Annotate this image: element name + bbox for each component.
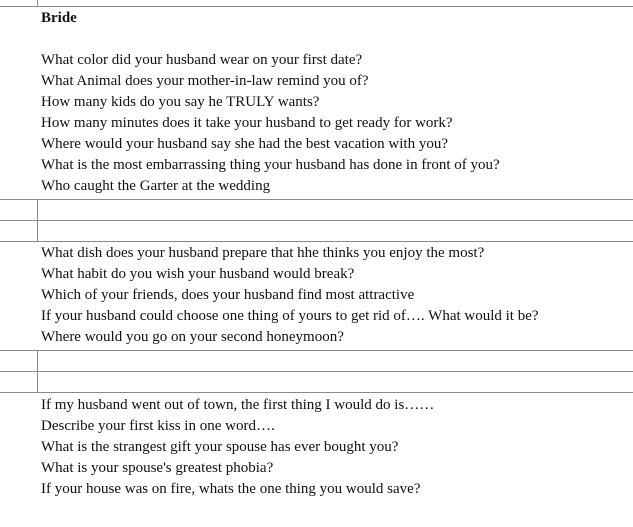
question-line: How many kids do you say he TRULY wants? bbox=[41, 94, 320, 110]
question-line: What is the most embarrassing thing your husband has done in front of you? bbox=[41, 157, 500, 173]
table-rule bbox=[0, 199, 633, 200]
table-rule bbox=[0, 392, 633, 393]
question-line: If your house was on fire, whats the one thing you would save? bbox=[41, 481, 421, 497]
question-line: Who caught the Garter at the wedding bbox=[41, 178, 271, 194]
question-line: If your husband could choose one thing of yours to get rid of…. What would it be? bbox=[41, 308, 539, 324]
question-line: Where would you go on your second honeymoon? bbox=[41, 329, 344, 345]
table-column-divider bbox=[37, 350, 38, 392]
table-rule bbox=[0, 220, 633, 221]
question-line: If my husband went out of town, the first thing I would do is…… bbox=[41, 397, 435, 413]
question-line: What habit do you wish your husband would break? bbox=[41, 266, 355, 282]
question-line: What is your spouse's greatest phobia? bbox=[41, 460, 274, 476]
question-line: What is the strangest gift your spouse has ever bought you? bbox=[41, 439, 399, 455]
table-rule bbox=[0, 350, 633, 351]
question-line: What color did your husband wear on your first date? bbox=[41, 52, 363, 68]
question-line: Describe your first kiss in one word…. bbox=[41, 418, 275, 434]
question-line: Where would your husband say she had the best vacation with you? bbox=[41, 136, 448, 152]
table-column-divider bbox=[37, 199, 38, 241]
question-line: How many minutes does it take your husband to get ready for work? bbox=[41, 115, 453, 131]
question-line: Which of your friends, does your husband find most attractive bbox=[41, 287, 415, 303]
table-rule bbox=[0, 241, 633, 242]
section-heading: Bride bbox=[41, 10, 77, 26]
question-line: What dish does your husband prepare that hhe thinks you enjoy the most? bbox=[41, 245, 485, 261]
question-line: What Animal does your mother-in-law remind you of? bbox=[41, 73, 369, 89]
table-rule bbox=[0, 371, 633, 372]
table-rule bbox=[0, 6, 633, 7]
